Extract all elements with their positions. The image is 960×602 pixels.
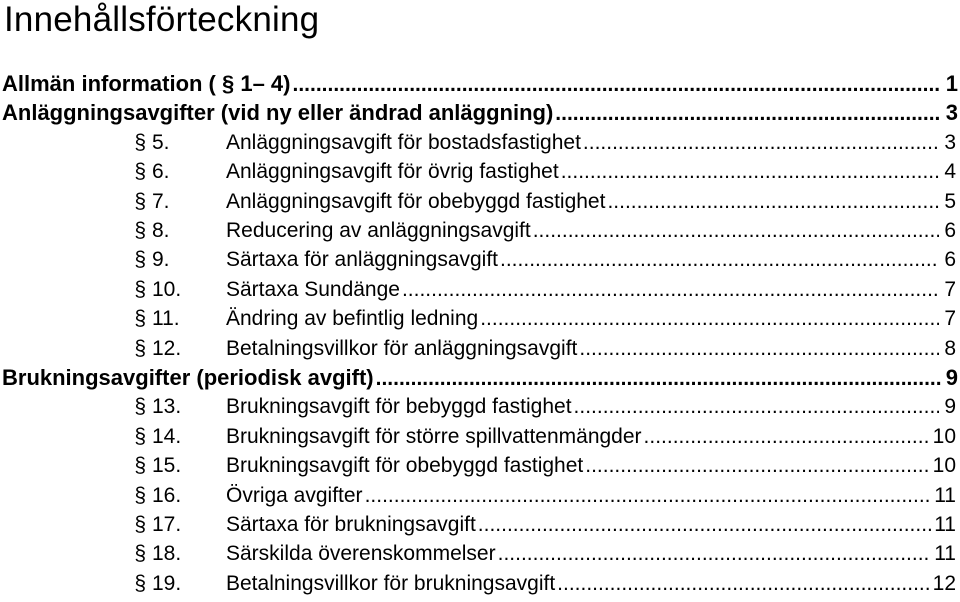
section-number: 6.	[152, 160, 170, 184]
page-number: 11	[934, 483, 956, 507]
dot-leader	[644, 423, 930, 451]
dot-leader	[555, 100, 941, 127]
section-symbol: §	[134, 336, 146, 360]
section-symbol: §	[134, 424, 146, 448]
toc-entry[interactable]	[0, 452, 956, 480]
toc-entry[interactable]	[0, 540, 956, 568]
section-symbol: §	[134, 307, 146, 331]
section-number: 16.	[152, 483, 182, 507]
toc-label: Brukningsavgifter (periodisk avgift)	[2, 365, 374, 390]
section-number: 10.	[152, 277, 182, 301]
toc-entry[interactable]	[0, 335, 956, 363]
section-symbol: §	[134, 219, 146, 242]
toc-label: Betalningsvillkor för anläggningsavgift	[226, 336, 578, 360]
toc-entry[interactable]	[0, 188, 956, 216]
toc-label: Allmän information ( § 1– 4)	[2, 71, 291, 96]
section-number: 11.	[152, 307, 180, 331]
toc-label: Ändring av befintlig ledning	[226, 307, 479, 331]
page-title: Innehållsförteckning	[4, 0, 320, 39]
section-number: 7.	[152, 189, 170, 213]
page-number: 7	[944, 307, 956, 331]
section-number: 14.	[152, 424, 182, 448]
section-number: 12.	[152, 336, 182, 360]
section-symbol: §	[134, 130, 146, 154]
section-number: 9.	[152, 248, 170, 272]
dot-leader	[533, 217, 939, 245]
toc-label: Övriga avgifter	[226, 483, 363, 507]
section-symbol: §	[134, 160, 146, 184]
toc-entry[interactable]	[0, 511, 956, 539]
dot-leader	[402, 276, 939, 304]
toc-label: Särtaxa för anläggningsavgift	[226, 248, 499, 272]
section-symbol: §	[134, 277, 146, 301]
page-number: 5	[944, 189, 956, 213]
page-number: 9	[944, 395, 956, 419]
toc-entry[interactable]	[0, 570, 956, 598]
page-number: 3	[945, 100, 958, 126]
page-number: 8	[944, 336, 956, 360]
section-number: 17.	[152, 513, 182, 536]
toc-entry[interactable]	[0, 129, 956, 157]
page-number: 7	[944, 277, 956, 301]
page-number: 10	[932, 454, 956, 478]
toc-entry[interactable]	[0, 482, 956, 510]
page-number: 4	[944, 160, 956, 184]
section-number: 15.	[152, 454, 182, 478]
toc-label: Anläggningsavgift för bostadsfastighet	[226, 130, 581, 154]
dot-leader	[293, 71, 942, 98]
toc-label: Anläggningsavgifter (vid ny eller ändrad anläggning)	[2, 100, 554, 126]
dot-leader	[583, 129, 939, 157]
toc-label: Anläggningsavgift för obebyggd fastighet	[226, 189, 606, 213]
section-number: 8.	[152, 219, 170, 242]
toc-label: Särtaxa Sundänge	[226, 277, 400, 301]
section-symbol: §	[134, 395, 146, 419]
dot-leader	[376, 365, 941, 392]
section-symbol: §	[134, 483, 146, 507]
dot-leader	[561, 158, 939, 186]
toc-label: Brukningsavgift för bebyggd fastighet	[226, 395, 572, 419]
section-number: 5.	[152, 130, 170, 154]
page-number: 10	[932, 424, 956, 448]
section-symbol: §	[134, 248, 146, 272]
toc-entry[interactable]	[0, 423, 956, 451]
dot-leader	[574, 393, 939, 421]
dot-leader	[585, 452, 929, 480]
page-number: 6	[944, 248, 956, 272]
dot-leader	[365, 482, 932, 510]
toc-heading[interactable]	[2, 70, 958, 98]
dot-leader	[480, 305, 939, 333]
toc-entry[interactable]	[0, 393, 956, 421]
toc-entry[interactable]	[0, 276, 956, 304]
section-number: 19.	[152, 571, 182, 595]
page-number: 11	[934, 542, 956, 566]
page-number: 6	[944, 219, 956, 242]
toc-heading[interactable]	[2, 99, 958, 127]
section-number: 18.	[152, 542, 182, 566]
section-symbol: §	[134, 513, 146, 536]
section-symbol: §	[134, 542, 146, 566]
toc-entry[interactable]	[0, 305, 956, 333]
toc-entry[interactable]	[0, 217, 956, 245]
section-symbol: §	[134, 454, 146, 478]
section-symbol: §	[134, 189, 146, 213]
section-number: 13.	[152, 395, 182, 419]
dot-leader	[607, 188, 939, 216]
toc-label: Betalningsvillkor för brukningsavgift	[226, 571, 556, 595]
toc-heading[interactable]	[2, 364, 958, 392]
toc-label: Särskilda överenskommelser	[226, 542, 496, 566]
section-symbol: §	[134, 571, 146, 595]
page-number: 3	[944, 130, 956, 154]
toc-label: Brukningsavgift för större spillvattenmängder	[226, 424, 642, 448]
page-number: 1	[945, 71, 958, 96]
toc-entry[interactable]	[0, 246, 956, 274]
toc-label: Anläggningsavgift för övrig fastighet	[226, 160, 559, 184]
page-number: 12	[932, 571, 956, 595]
dot-leader	[579, 335, 939, 363]
dot-leader	[557, 570, 929, 598]
toc-label: Särtaxa för brukningsavgift	[226, 513, 476, 536]
toc-label: Reducering av anläggningsavgift	[226, 219, 531, 242]
toc-label: Brukningsavgift för obebyggd fastighet	[226, 454, 584, 478]
dot-leader	[498, 540, 932, 568]
dot-leader	[478, 511, 931, 539]
toc-entry[interactable]	[0, 158, 956, 186]
dot-leader	[500, 246, 939, 274]
page-number: 9	[945, 365, 958, 390]
page-number: 11	[934, 513, 956, 536]
